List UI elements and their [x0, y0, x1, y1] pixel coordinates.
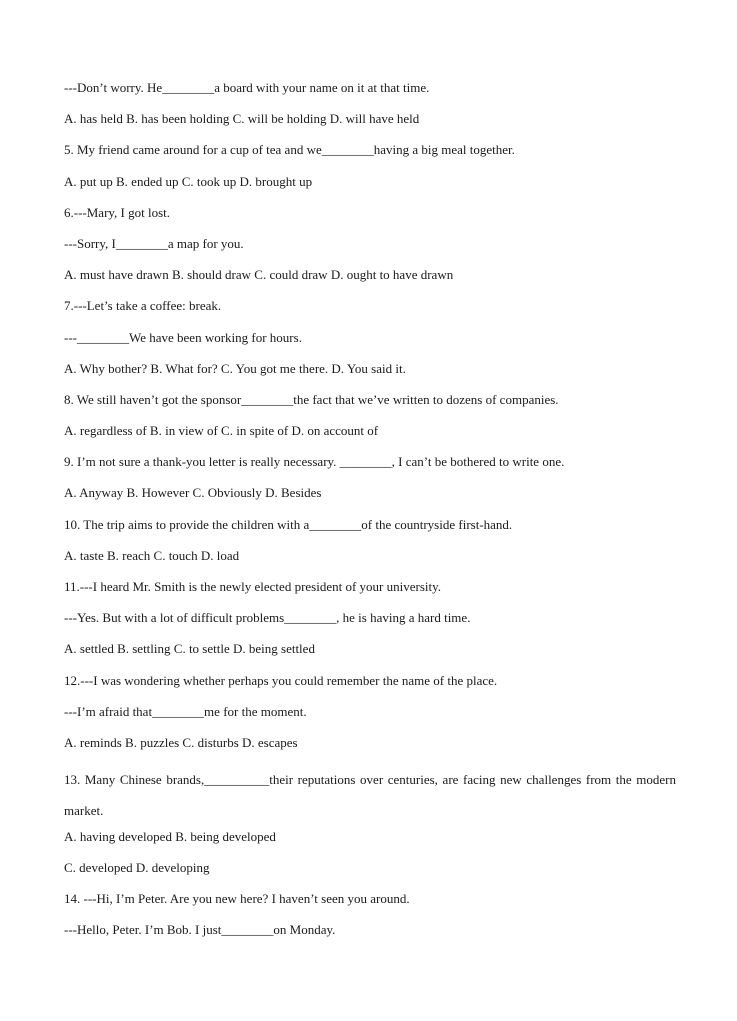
q5-stem: 5. My friend came around for a cup of tea and we________having a big meal together.	[64, 142, 515, 158]
q11-stem: 11.---I heard Mr. Smith is the newly elected president of your university.	[64, 579, 442, 594]
q8-stem: 8. We still haven’t got the sponsor________the fact that we’ve written to dozens of companies.	[64, 391, 559, 407]
exam-content	[64, 78, 676, 951]
q12-reply: ---I’m afraid that________me for the moment.	[64, 703, 307, 719]
q12-options: A. reminds B. puzzles C. disturbs D. escapes	[64, 734, 298, 750]
q6-stem: 6.---Mary, I got lost.	[64, 204, 171, 220]
q9-stem: 9. I’m not sure a thank-you letter is really necessary. ________, I can’t be bothered to write one.	[64, 454, 565, 470]
q13-options-cd: C. developed D. developing	[64, 859, 210, 875]
q8-options: A. regardless of B. in view of C. in spite of D. on account of	[64, 423, 379, 439]
q7-reply: ---________We have been working for hours.	[64, 329, 302, 345]
q13-stem: 13. Many Chinese brands,__________their reputations over centuries, are facing new challenges from the modern market.	[64, 772, 676, 819]
q10-stem: 10. The trip aims to provide the children with a________of the countryside first-hand.	[64, 516, 513, 532]
q4-options: A. has held B. has been holding C. will be holding D. will have held	[64, 111, 420, 127]
q5-options: A. put up B. ended up C. took up D. brought up	[64, 173, 313, 189]
q13-options-ab: A. having developed B. being developed	[64, 828, 276, 844]
q6-options: A. must have drawn B. should draw C. could draw D. ought to have drawn	[64, 267, 454, 283]
q14-reply: ---Hello, Peter. I’m Bob. I just________on Monday.	[64, 922, 336, 938]
q9-options: A. Anyway B. However C. Obviously D. Besides	[64, 485, 322, 501]
q4-answer-line: ---Don’t worry. He________a board with your name on it at that time.	[64, 80, 430, 95]
q12-stem: 12.---I was wondering whether perhaps you could remember the name of the place.	[64, 672, 498, 688]
q11-reply: ---Yes. But with a lot of difficult problems________, he is having a hard time.	[64, 610, 471, 626]
q7-options: A. Why bother? B. What for? C. You got me there. D. You said it.	[64, 360, 406, 376]
q6-reply: ---Sorry, I________a map for you.	[64, 235, 244, 251]
q7-stem: 7.---Let’s take a coffee: break.	[64, 298, 222, 314]
q10-options: A. taste B. reach C. touch D. load	[64, 547, 240, 563]
q14-stem: 14. ---Hi, I’m Peter. Are you new here? I haven’t seen you around.	[64, 890, 410, 906]
q11-options: A. settled B. settling C. to settle D. being settled	[64, 641, 315, 657]
